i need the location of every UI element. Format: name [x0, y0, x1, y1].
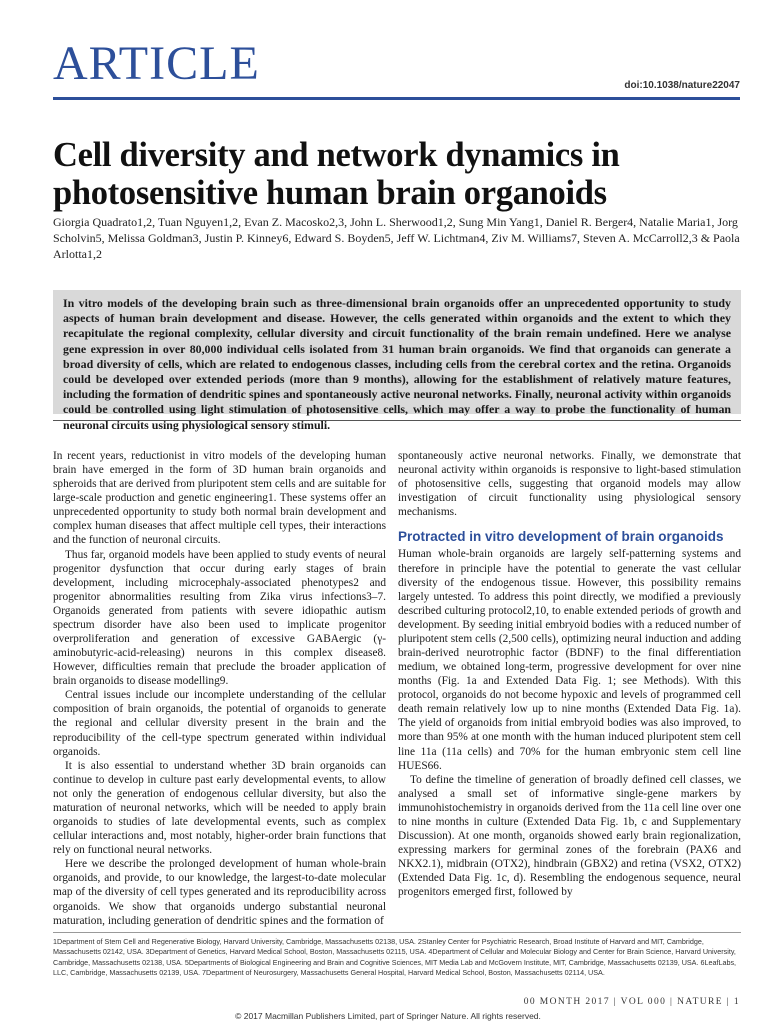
- section-heading: Protracted in vitro development of brain organoids: [398, 529, 724, 545]
- copyright-notice: © 2017 Macmillan Publishers Limited, part of Springer Nature. All rights reserved.: [235, 1011, 541, 1021]
- abstract: In vitro models of the developing brain such as three-dimensional brain organoids offer an unprecedented opportunity to study aspects of human brain development and disease. However, the cells generated within organoids and the extent to which they recapitulate the regional complexity, cellular diversity and circuit functionality of the brain remain undefined. Here we analyse gene expression in over 80,000 individual cells isolated from 31 human brain organoids. We find that organoids can generate a broad diversity of cells, which are related to endogenous classes, including cells from the cerebral cortex and the retina. Organoids could be developed over extended periods (more than 9 months), allowing for the establishment of relatively mature features, including the formation of dendritic spines and spontaneously active neuronal networks. Finally, neuronal activity within organoids could be controlled using light stimulation of photosensitive cells, which may offer a way to probe the functionality of human neuronal circuits using physiological sensory stimuli.: [53, 290, 741, 414]
- doi-link[interactable]: doi:10.1038/nature22047: [624, 80, 740, 91]
- affiliations-footnote: 1Department of Stem Cell and Regenerative Biology, Harvard University, Cambridge, Massachusetts 02138, USA. 2Stanley Center for Psychiatric Research, Broad Institute of Harvard and MIT, Cambridge, Massachusetts 02142, USA. 3Department of Genetics, Harvard Medical School, Boston, Massachusetts 02115, USA. 4Department of Cellular and Molecular Biology and Center for Brain Science, Harvard University, Cambridge, Massachusetts 02138, USA. 5Departments of Biological Engineering and Brain and Cognitive Sciences, MIT Media Lab and McGovern Institute, MIT, Cambridge, Massachusetts 02139, USA. 6LeafLabs, LLC, Cambridge, Massachusetts 02139, USA. 7Department of Neurosurgery, Massachusetts General Hospital, Harvard Medical School, Boston, Massachusetts 02114, USA.: [53, 932, 741, 978]
- header-rule: [53, 97, 740, 100]
- paragraph: In recent years, reductionist in vitro models of the developing human brain have emerged in the form of 3D human brain organoids and spheroids that are derived from pluripotent stem cells and are suitable for large-scale production and genetic engineering1. These systems offer an unprecedented opportunity to study both normal brain development and complex human diseases that affect multiple cell types, their interactions and the function of neuronal circuits.: [53, 450, 386, 547]
- paragraph: It is also essential to understand whether 3D brain organoids can continue to develop in culture past early developmental events, to allow not only the generation of endogenous cellular diversity, but also the maturation of neuronal networks, which will be needed to apply brain organoids to studies of late developmental events, such as complex cellular interactions and, most notably, higher-order brain functions that rely on functional neural networks.: [53, 759, 386, 857]
- article-title: Cell diversity and network dynamics in photosensitive human brain organoids: [53, 136, 620, 212]
- paragraph: Thus far, organoid models have been applied to study events of neural progenitor dysfunction that occur during early stages of brain development, including microcephaly-associated phenotypes2 and progenitor abnormalities resulting from Zika virus infections3–7. Organoids generated from patients with severe idiopathic autism spectrum disorder have also been used to implicate progenitor overproliferation and generation of excessive GABAergic (γ-aminobutyric-acid-releasing) neurons in this complex disease8. However, difficulties remain that preclude the broader application of brain organoids to disease modelling9.: [53, 548, 386, 688]
- paragraph: To define the timeline of generation of broadly defined cell classes, we analysed a small set of informative single-gene markers by immunohistochemistry in organoids derived from the 11a cell line over one to nine months in culture (Extended Data Fig. 1b, c and Supplementary Discussion). At one month, organoids showed early brain regionalization, expressing markers for germinal zones of the forebrain (PAX6 and NKX2.1), midbrain (OTX2), hindbrain (GBX2) and retina (VSX2, OTX2) (Extended Data Fig. 1c, d). Resembling the endogenous sequence, neural progenitors emerged first, followed by: [398, 773, 741, 899]
- body-column-right: [398, 449, 741, 899]
- author-list: Giorgia Quadrato1,2, Tuan Nguyen1,2, Evan Z. Macosko2,3, John L. Sherwood1,2, Sung Min Yang1, Daniel R. Berger4, Natalie Maria1, Jorg Scholvin5, Melissa Goldman3, Justin P. Kinney6, Edward S. Boyden5, Jeff W. Lichtman4, Ziv M. Williams7, Steven A. McCarroll2,3 & Paola Arlotta1,2: [53, 215, 740, 261]
- abstract-divider: [53, 420, 741, 421]
- paragraph: spontaneously active neuronal networks. Finally, we demonstrate that neuronal activity within organoids is responsive to light-based stimulation of photosensitive cells, suggesting that organoid models may allow investigation of circuit functionality using physiological sensory mechanisms.: [398, 450, 741, 519]
- paragraph: Human whole-brain organoids are largely self-patterning systems and therefore in principle have the potential to generate the vast cellular diversity of the endogenous tissue. However, this possibility remains largely untested. To address this point directly, we modified a previously described culturing protocol2,10, to enable extended periods of growth and development. By seeding initial embryoid bodies with a reduced number of pluripotent stem cells (2,500 cells), optimizing neural induction and adding brain-derived neurotrophic factor (BDNF) to the final differentiation medium, we obtained long-term, progressive development for over nine months (Fig. 1a and Extended Data Fig. 1; see Methods). With this protocol, organoids do not become hypoxic and levels of programmed cell death remain relatively low up to nine months (Extended Data Fig. 1a). The yield of organoids from initial embryoid bodies was also improved, to more than 95% at one month with the human induced pluripotent stem cell line 11a (11a cells) and 70% for the human embryonic stem cell line HUES66.: [398, 548, 741, 772]
- body-column-left: [53, 449, 386, 928]
- paragraph: Central issues include our incomplete understanding of the cellular composition of brain organoids, the potential of organoids to generate the regional and cellular diversity present in the brain and the reproducibility of the cell-type spectrum generated within individual organoids.: [53, 689, 386, 758]
- section-label: ARTICLE: [53, 37, 260, 90]
- paragraph: Here we describe the prolonged development of human whole-brain organoids, and provide, to our knowledge, the largest-to-date molecular map of the diversity of cell types generated and its reproducibility across organoids. We show that organoids undergo substantial neuronal maturation, including generation of dendritic spines and the formation of: [53, 858, 386, 927]
- page-footer-meta: 00 MONTH 2017 | VOL 000 | NATURE | 1: [523, 997, 740, 1007]
